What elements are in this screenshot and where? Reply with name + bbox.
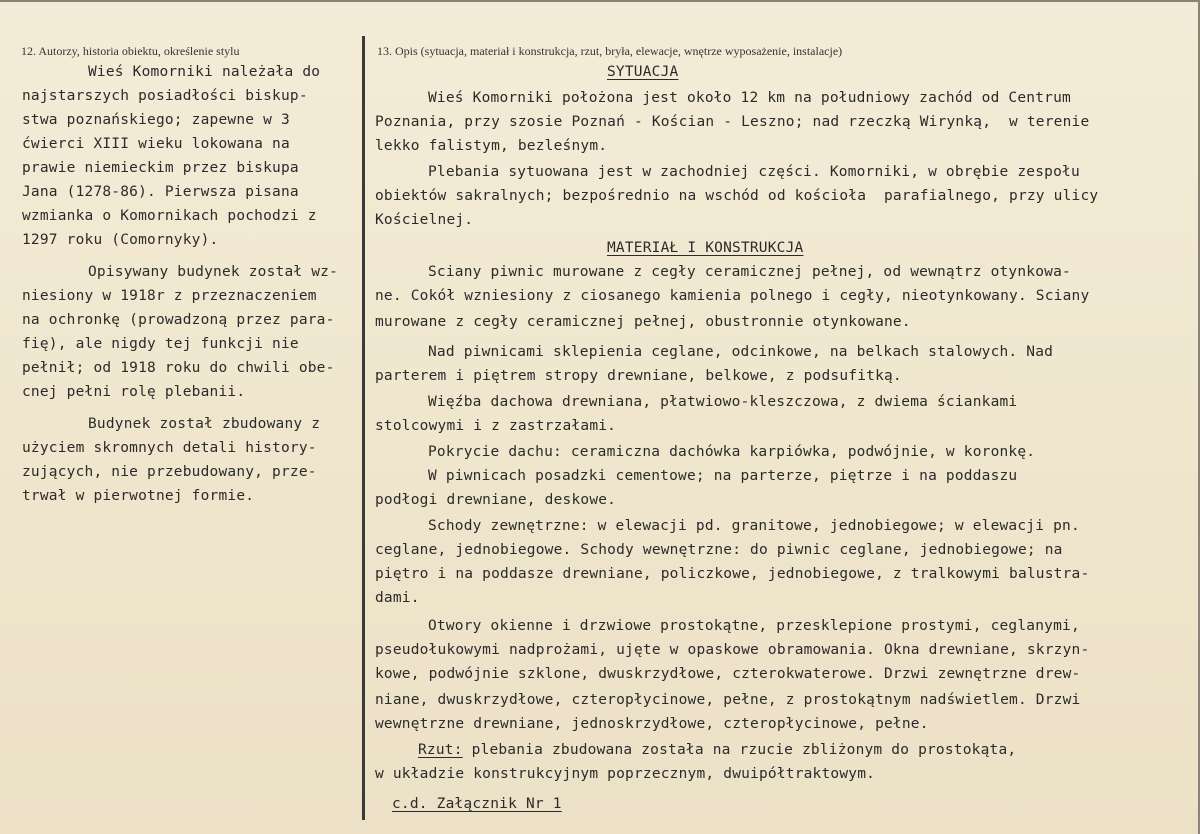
material-line: ceglane, jednobiegowe. Schody wewnętrzne: do piwnic ceglane, jednobiegowe; na	[375, 542, 1063, 558]
situation-line: Plebania sytuowana jest w zachodniej części. Komorniki, w obrębie zespołu	[428, 164, 1080, 180]
material-line: Nad piwnicami sklepienia ceglane, odcinkowe, na belkach stalowych. Nad	[428, 344, 1054, 360]
left-line: na ochronkę (prowadzoną przez para-	[22, 312, 335, 328]
material-line: stolcowymi i z zastrzałami.	[375, 418, 617, 434]
rzut-line: w układzie konstrukcyjnym poprzecznym, dwuipółtraktowym.	[375, 766, 876, 782]
right-column-caption: 13. Opis (sytuacja, materiał i konstrukcja, rzut, bryła, elewacje, wnętrze wyposażenie, instalacje)	[377, 44, 843, 58]
left-line: ćwierci XIII wieku lokowana na	[22, 136, 290, 152]
rzut-text: plebania zbudowana została na rzucie zbliżonym do prostokąta,	[462, 742, 1017, 758]
heading-situation: SYTUACJA	[607, 64, 679, 80]
heading-material: MATERIAŁ I KONSTRUKCJA	[607, 240, 804, 256]
left-line: Budynek został zbudowany z	[88, 416, 321, 432]
left-line: wzmianka o Komornikach pochodzi z	[22, 208, 317, 224]
left-line: najstarszych posiadłości biskup-	[22, 88, 308, 104]
left-column-caption: 12. Autorzy, historia obiektu, określenie stylu	[21, 44, 240, 58]
material-line: podłogi drewniane, deskowe.	[375, 492, 617, 508]
column-divider	[362, 36, 365, 820]
left-line: 1297 roku (Comornyky).	[22, 232, 219, 248]
attachment-reference: c.d. Załącznik Nr 1	[392, 796, 562, 812]
situation-line: Poznania, przy szosie Poznań - Kościan - Leszno; nad rzeczką Wirynką, w terenie	[375, 114, 1090, 130]
situation-line: lekko falistym, bezleśnym.	[375, 138, 608, 154]
left-line: Jana (1278-86). Pierwsza pisana	[22, 184, 299, 200]
material-line: kowe, podwójnie szklone, dwuskrzydłowe, czterokwaterowe. Drzwi zewnętrzne drew-	[375, 666, 1081, 682]
material-line: Otwory okienne i drzwiowe prostokątne, przesklepione prostymi, ceglanymi,	[428, 618, 1080, 634]
situation-line: obiektów sakralnych; bezpośrednio na wschód od kościoła parafialnego, przy ulicy	[375, 188, 1099, 204]
left-line: zujących, nie przebudowany, prze-	[22, 464, 317, 480]
left-line: niesiony w 1918r z przeznaczeniem	[22, 288, 317, 304]
rzut-line	[418, 742, 1016, 758]
material-line: murowane z cegły ceramicznej pełnej, obustronnie otynkowane.	[375, 314, 911, 330]
left-line: cnej pełni rolę plebanii.	[22, 384, 246, 400]
material-line: Pokrycie dachu: ceramiczna dachówka karpiówka, podwójnie, w koronkę.	[428, 444, 1036, 460]
material-line: Więźba dachowa drewniana, płatwiowo-kleszczowa, z dwiema ściankami	[428, 394, 1018, 410]
material-line: parterem i piętrem stropy drewniane, belkowe, z podsufitką.	[375, 368, 902, 384]
material-line: piętro i na poddasze drewniane, policzkowe, jednobiegowe, z tralkowymi balustra-	[375, 566, 1090, 582]
material-line: Sciany piwnic murowane z cegły ceramicznej pełnej, od wewnątrz otynkowa-	[428, 264, 1071, 280]
left-line: Wieś Komorniki należała do	[88, 64, 321, 80]
material-line: W piwnicach posadzki cementowe; na parterze, piętrze i na poddaszu	[428, 468, 1018, 484]
left-line: Opisywany budynek został wz-	[88, 264, 339, 280]
material-line: niane, dwuskrzydłowe, czteropłycinowe, pełne, z prostokątnym nadświetlem. Drzwi	[375, 692, 1081, 708]
situation-line: Wieś Komorniki położona jest około 12 km na południowy zachód od Centrum	[428, 90, 1071, 106]
material-line: ne. Cokół wzniesiony z ciosanego kamienia polnego i cegły, nieotynkowany. Sciany	[375, 288, 1090, 304]
rzut-label: Rzut:	[418, 742, 463, 758]
situation-line: Kościelnej.	[375, 212, 474, 228]
top-border	[0, 0, 1200, 2]
left-line: pełnił; od 1918 roku do chwili obe-	[22, 360, 335, 376]
material-line: wewnętrzne drewniane, jednoskrzydłowe, czteropłycinowe, pełne.	[375, 716, 929, 732]
left-line: trwał w pierwotnej formie.	[22, 488, 255, 504]
left-line: fię), ale nigdy tej funkcji nie	[22, 336, 299, 352]
left-line: stwa poznańskiego; zapewne w 3	[22, 112, 290, 128]
material-line: dami.	[375, 590, 420, 606]
left-line: prawie niemieckim przez biskupa	[22, 160, 299, 176]
material-line: pseudołukowymi nadprożami, ujęte w opaskowe obramowania. Okna drewniane, skrzyn-	[375, 642, 1090, 658]
left-line: użyciem skromnych detali history-	[22, 440, 317, 456]
material-line: Schody zewnętrzne: w elewacji pd. granitowe, jednobiegowe; w elewacji pn.	[428, 518, 1080, 534]
